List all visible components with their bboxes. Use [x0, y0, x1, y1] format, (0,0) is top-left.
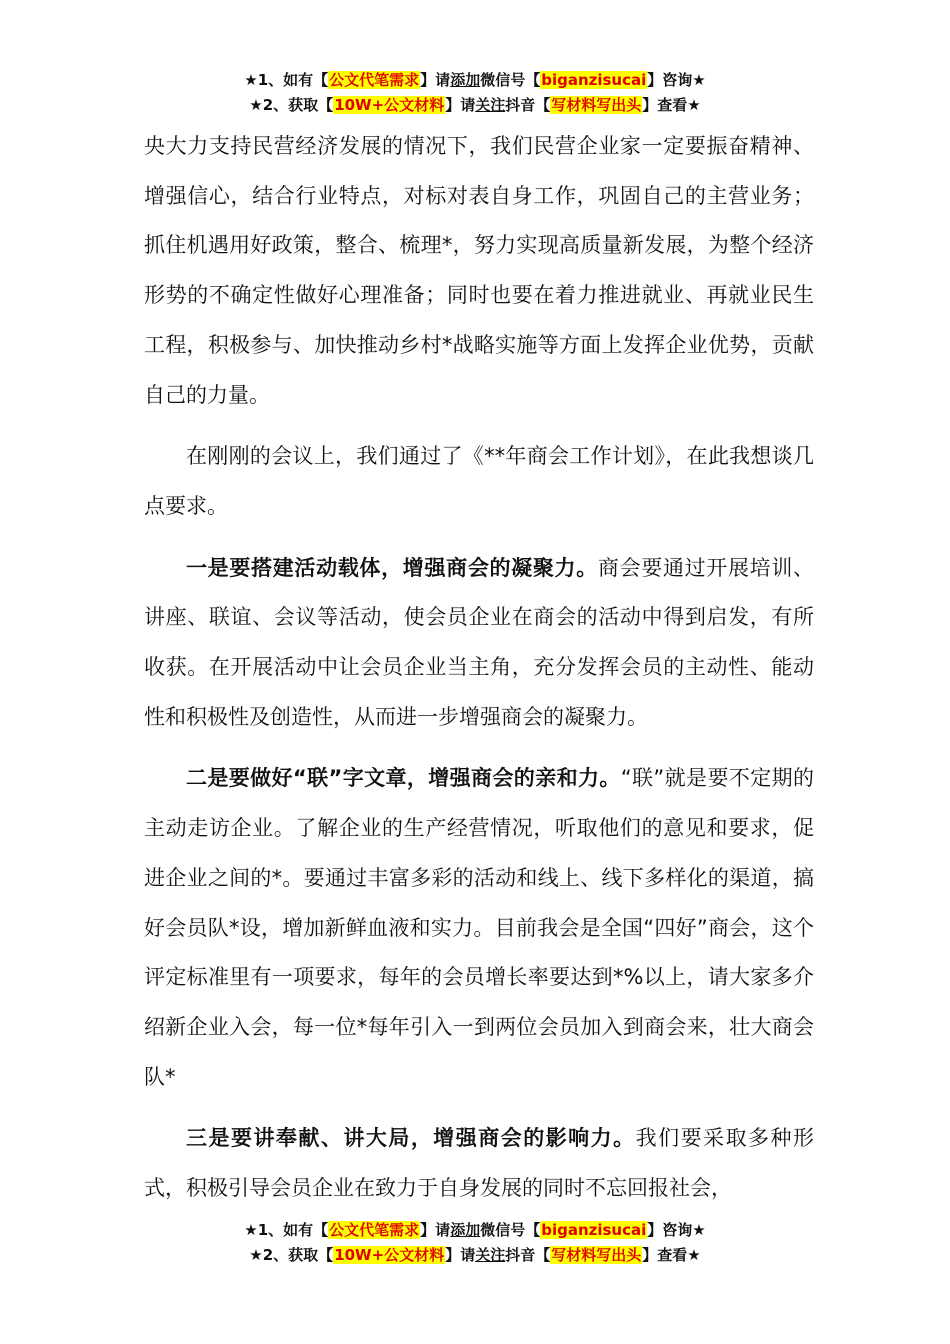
- highlight-materials: 10W+公文材料: [334, 96, 445, 114]
- banner-text: 微信号【: [480, 71, 541, 89]
- banner-text: 】查看★: [642, 96, 701, 114]
- paragraph-1: 央大力支持民营经济发展的情况下，我们民营企业家一定要振奋精神、增强信心，结合行业特点，对标对表自身工作，巩固自己的主营业务；抓住机遇用好政策，整合、梳理*，努力实现高质量新发展，为整个经济形势的不确定性做好心理准备；同时也要在着力推进就业、再就业民生工程，积极参与、加快推动乡村*战略实施等方面上发挥企业优势，贡献自己的力量。: [144, 134, 814, 407]
- highlight-wechat-id: biganzisucai: [541, 71, 647, 89]
- highlight-douyin-account: 写材料写出头: [551, 96, 642, 114]
- banner-text: ★1、如有【: [244, 1221, 329, 1239]
- highlight-service: 公文代笔需求: [329, 1221, 420, 1239]
- paragraph-3-heading: 一是要搭建活动载体，增强商会的凝聚力。: [186, 555, 598, 580]
- underlined-add: 添加: [450, 71, 481, 89]
- paragraph-5-text: 我们要采取多种形式，积极引导会员企业在致力于自身发展的同时不忘回报社会，: [144, 1126, 815, 1201]
- banner-text: 】咨询★: [647, 1221, 706, 1239]
- banner-text: 】咨询★: [647, 71, 706, 89]
- banner-line-1: [0, 1218, 950, 1243]
- paragraph-5: [144, 1114, 814, 1213]
- paragraph-4: [144, 754, 814, 1102]
- header-banner: [0, 68, 950, 118]
- banner-text: 】请: [445, 1246, 476, 1264]
- document-body: [144, 122, 814, 1226]
- banner-line-2: [0, 93, 950, 118]
- underlined-follow: 关注: [475, 1246, 506, 1264]
- highlight-service: 公文代笔需求: [329, 71, 420, 89]
- banner-text: 】请: [445, 96, 476, 114]
- paragraph-4-text: “联”就是要不定期的主动走访企业。了解企业的生产经营情况，听取他们的意见和要求，促进企业之间的*。要通过丰富多彩的活动和线上、线下多样化的渠道，搞好会员队*设，增加新鲜血液和实力。目前我会是全国“四好”商会，这个评定标准里有一项要求，每年的会员增长率要达到*%以上，请大家多介绍新企业入会，每一位*每年引入一到两位会员加入到商会来，壮大商会队*: [144, 766, 814, 1089]
- banner-text: 】查看★: [642, 1246, 701, 1264]
- banner-text: ★1、如有【: [244, 71, 329, 89]
- footer-banner: [0, 1218, 950, 1268]
- underlined-add: 添加: [450, 1221, 481, 1239]
- banner-text: ★2、获取【: [249, 1246, 334, 1264]
- banner-text: 微信号【: [480, 1221, 541, 1239]
- paragraph-3-text: 商会要通过开展培训、讲座、联谊、会议等活动，使会员企业在商会的活动中得到启发，有所收获。在开展活动中让会员企业当主角，充分发挥会员的主动性、能动性和积极性及创造性，从而进一步增强商会的凝聚力。: [144, 555, 815, 729]
- banner-line-1: [0, 68, 950, 93]
- highlight-douyin-account: 写材料写出头: [551, 1246, 642, 1264]
- underlined-follow: 关注: [475, 96, 506, 114]
- banner-text: 】请: [420, 71, 451, 89]
- banner-text: 抖音【: [505, 1246, 551, 1264]
- paragraph-3: [144, 544, 814, 743]
- paragraph-5-heading: 三是要讲奉献、讲大局，增强商会的影响力。: [186, 1126, 636, 1151]
- highlight-materials: 10W+公文材料: [334, 1246, 445, 1264]
- banner-text: 抖音【: [505, 96, 551, 114]
- banner-text: 】请: [420, 1221, 451, 1239]
- banner-line-2: [0, 1243, 950, 1268]
- paragraph-2: 在刚刚的会议上，我们通过了《**年商会工作计划》，在此我想谈几点要求。: [144, 444, 814, 518]
- paragraph-4-heading: 二是要做好“联”字文章，增强商会的亲和力。: [186, 766, 621, 791]
- banner-text: ★2、获取【: [249, 96, 334, 114]
- highlight-wechat-id: biganzisucai: [541, 1221, 647, 1239]
